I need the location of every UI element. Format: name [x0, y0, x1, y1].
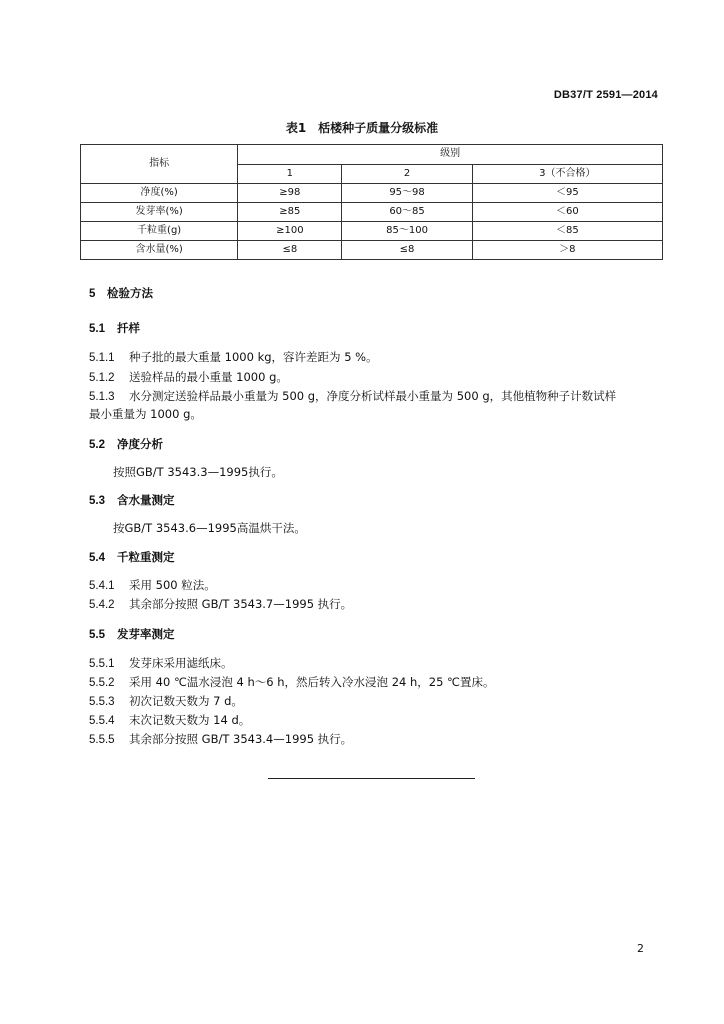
clause-5-5-2: [89, 674, 494, 691]
clause-5-1-3: [89, 388, 616, 405]
grade-2-cell: 95～98: [342, 184, 472, 203]
clause-5-5-1: [89, 655, 233, 672]
grade-3-cell: ＜60: [472, 203, 662, 222]
clause-5-1-2: [89, 369, 288, 386]
section-5-4-heading: [89, 549, 175, 566]
grade-header: 级别: [238, 145, 663, 165]
clause-number: 5.5.1: [89, 658, 115, 670]
clause-text: 种子批的最大重量 1000 kg，容许差距为 5 %。: [129, 350, 378, 364]
grade-3-cell: ＞8: [472, 241, 662, 260]
table-header-row: [81, 145, 663, 165]
section-5-1-heading: [89, 320, 140, 337]
section-5-2-heading: [89, 436, 163, 453]
section-number: 5.2: [89, 439, 105, 451]
section-5-heading: [89, 285, 153, 302]
clause-number: 5.4.2: [89, 599, 115, 611]
indicator-header: 指标: [81, 145, 238, 184]
clause-text: 水分测定送验样品最小重量为 500 g，净度分析试样最小重量为 500 g，其他植物种子计数试样: [129, 389, 617, 403]
clause-5-5-4: [89, 712, 250, 729]
grade-1-cell: ≤8: [238, 241, 342, 260]
clause-text: 送验样品的最小重量 1000 g。: [129, 370, 288, 384]
section-title: 发芽率测定: [117, 627, 175, 641]
clause-number: 5.5.2: [89, 677, 115, 689]
section-5-2-body: 按照GB/T 3543.3—1995执行。: [113, 465, 283, 479]
clause-text: 采用 40 ℃温水浸泡 4 h～6 h，然后转入冷水浸泡 24 h，25 ℃置床。: [129, 675, 495, 689]
grade-3-cell: ＜95: [472, 184, 662, 203]
document-code: DB37/T 2591—2014: [553, 89, 658, 101]
grade-1-cell: ≥85: [238, 203, 342, 222]
section-5-5-heading: [89, 626, 175, 643]
grade-1-cell: ≥98: [238, 184, 342, 203]
clause-5-5-3: [89, 693, 243, 710]
clause-5-5-5: [89, 731, 352, 748]
indicator-cell: 净度(%): [81, 184, 238, 203]
section-number: 5.1: [89, 323, 105, 335]
section-title: 检验方法: [107, 286, 153, 300]
clause-text: 其余部分按照 GB/T 3543.7—1995 执行。: [129, 597, 353, 611]
clause-5-1-3-continuation: 最小重量为 1000 g。: [89, 407, 202, 421]
grading-table: [80, 144, 663, 260]
table-row: [81, 203, 663, 222]
clause-text: 发芽床采用滤纸床。: [129, 656, 233, 670]
indicator-cell: 含水量(%): [81, 241, 238, 260]
clause-text: 初次记数天数为 7 d。: [129, 694, 243, 708]
clause-number: 5.5.4: [89, 715, 115, 727]
table-row: [81, 241, 663, 260]
grade-2-header: 2: [342, 164, 472, 184]
clause-number: 5.1.3: [89, 391, 115, 403]
clause-number: 5.4.1: [89, 580, 115, 592]
section-5-3-heading: [89, 492, 175, 509]
page-number: 2: [637, 942, 644, 955]
clause-number: 5.1.2: [89, 372, 115, 384]
indicator-cell: 千粒重(g): [81, 222, 238, 241]
grade-2-cell: ≤8: [342, 241, 472, 260]
grade-2-cell: 85～100: [342, 222, 472, 241]
end-divider: [268, 778, 475, 779]
grade-3-cell: ＜85: [472, 222, 662, 241]
section-5-3-body: 按GB/T 3543.6—1995高温烘干法。: [113, 521, 306, 535]
section-title: 净度分析: [117, 437, 163, 451]
clause-5-1-1: [89, 349, 378, 366]
grade-1-header: 1: [238, 164, 342, 184]
section-number: 5.3: [89, 495, 105, 507]
table-caption: 表1 栝楼种子质量分级标准: [285, 121, 439, 135]
table-row: [81, 184, 663, 203]
clause-5-4-1: [89, 577, 216, 594]
clause-text: 其余部分按照 GB/T 3543.4—1995 执行。: [129, 732, 353, 746]
clause-number: 5.1.1: [89, 352, 115, 364]
grade-2-cell: 60～85: [342, 203, 472, 222]
section-title: 扦样: [117, 321, 140, 335]
table-row: [81, 222, 663, 241]
clause-number: 5.5.3: [89, 696, 115, 708]
indicator-cell: 发芽率(%): [81, 203, 238, 222]
clause-5-4-2: [89, 596, 352, 613]
clause-text: 采用 500 粒法。: [129, 578, 216, 592]
section-number: 5: [89, 288, 96, 300]
section-title: 含水量测定: [117, 493, 175, 507]
section-number: 5.5: [89, 629, 105, 641]
section-title: 千粒重测定: [117, 550, 175, 564]
clause-number: 5.5.5: [89, 734, 115, 746]
grade-3-header: 3（不合格）: [472, 164, 662, 184]
section-number: 5.4: [89, 552, 105, 564]
grade-1-cell: ≥100: [238, 222, 342, 241]
clause-text: 末次记数天数为 14 d。: [129, 713, 251, 727]
